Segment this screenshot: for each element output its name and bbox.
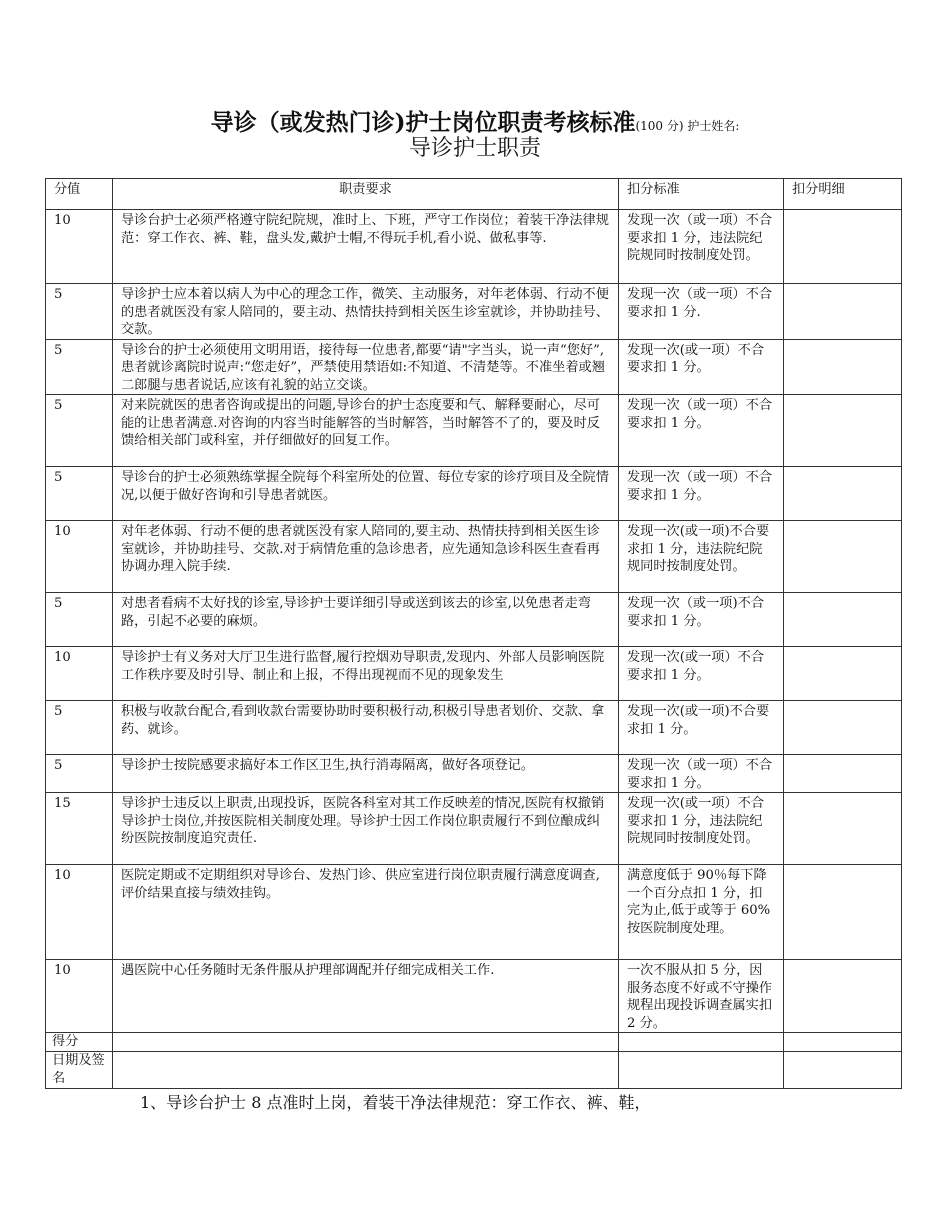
requirement-cell: 积极与收款台配合,看到收款台需要协助时要积极行动,积极引导患者划价、交款、拿药、就诊。 [113, 701, 619, 755]
criteria-cell: 发现一次（或一项）不合要求扣 1 分. [619, 284, 784, 340]
date-signature-row-empty-cell [619, 1052, 784, 1089]
detail-cell [784, 284, 902, 340]
score-cell: 15 [46, 793, 113, 865]
score-total-row [46, 1033, 902, 1052]
table-row [46, 339, 902, 395]
requirement-cell: 导诊台的护士必须使用文明用语，接待每一位患者,都要“请"字当头，说一声“您好”,患者就诊离院时说声:“您走好”，严禁使用禁语如:不知道、不清楚等。不准坐着或翘二郎腿与患者说话,应该有礼貌的站立交谈。 [113, 339, 619, 395]
requirement-cell: 对年老体弱、行动不便的患者就医没有家人陪同的,要主动、热情扶持到相关医生诊室就诊，并协助挂号、交款.对于病情危重的急诊患者，应先通知急诊科医生查看再协调办理入院手续. [113, 521, 619, 593]
score-total-row-empty-cell [113, 1033, 619, 1052]
header-criteria: 扣分标准 [619, 179, 784, 210]
duty-table [45, 178, 902, 1089]
detail-cell [784, 755, 902, 793]
detail-cell [784, 865, 902, 960]
table-row [46, 865, 902, 960]
score-cell: 10 [46, 960, 113, 1033]
date-signature-row [46, 1052, 902, 1089]
score-cell: 5 [46, 593, 113, 647]
header-score: 分值 [46, 179, 113, 210]
detail-cell [784, 467, 902, 521]
score-cell: 10 [46, 647, 113, 701]
table-row [46, 793, 902, 865]
table-row [46, 960, 902, 1033]
criteria-cell: 一次不服从扣 5 分，因服务态度不好或不守操作规程出现投诉调查属实扣 2 分。 [619, 960, 784, 1033]
detail-cell [784, 960, 902, 1033]
requirement-cell: 医院定期或不定期组织对导诊台、发热门诊、供应室进行岗位职责履行满意度调查,评价结果直接与绩效挂钩。 [113, 865, 619, 960]
score-cell: 5 [46, 339, 113, 395]
table-row [46, 593, 902, 647]
requirement-cell: 导诊护士应本着以病人为中心的理念工作，微笑、主动服务，对年老体弱、行动不便的患者就医没有家人陪同的，要主动、热情扶持到相关医生诊室就诊，并协助挂号、交款。 [113, 284, 619, 340]
detail-cell [784, 395, 902, 467]
score-cell: 10 [46, 865, 113, 960]
detail-cell [784, 593, 902, 647]
date-signature-row-empty-cell [113, 1052, 619, 1089]
score-total-row-label: 得分 [46, 1033, 113, 1052]
criteria-cell: 发现一次(或一项)不合要求扣 1 分，违法院纪院规同时按制度处罚。 [619, 521, 784, 593]
header-requirement: 职责要求 [113, 179, 619, 210]
table-row [46, 284, 902, 340]
detail-cell [784, 647, 902, 701]
requirement-cell: 导诊护士违反以上职责,出现投诉，医院各科室对其工作反映差的情况,医院有权撤销导诊护士岗位,并按医院相关制度处理。导诊护士因工作岗位职责履行不到位酿成纠纷医院按制度追究责任. [113, 793, 619, 865]
criteria-cell: 发现一次(或一项）不合要求扣 1 分。 [619, 339, 784, 395]
footer-text: 1、导诊台护士 8 点准时上岗，着装干净法律规范：穿工作衣、裤、鞋， [140, 1093, 651, 1112]
table-header-row [46, 179, 902, 210]
title-suffix: (100 分) 护士姓名: [635, 119, 740, 133]
requirement-cell: 对患者看病不太好找的诊室,导诊护士要详细引导或送到该去的诊室,以免患者走弯路，引起不必要的麻烦。 [113, 593, 619, 647]
requirement-cell: 导诊护士有义务对大厅卫生进行监督,履行控烟劝导职责,发现内、外部人员影响医院工作秩序要及时引导、制止和上报，不得出现视而不见的现象发生 [113, 647, 619, 701]
table-row [46, 395, 902, 467]
date-signature-row-label: 日期及签名 [46, 1052, 113, 1089]
score-cell: 5 [46, 701, 113, 755]
table-row [46, 647, 902, 701]
criteria-cell: 满意度低于 90％每下降一个百分点扣 1 分，扣完为止,低于或等于 60%按医院制度处理。 [619, 865, 784, 960]
criteria-cell: 发现一次(或一项)不合要求扣 1 分。 [619, 701, 784, 755]
criteria-cell: 发现一次(或一项）不合要求扣 1 分。 [619, 647, 784, 701]
table-row [46, 210, 902, 284]
criteria-cell: 发现一次（或一项)不合要求扣 1 分。 [619, 593, 784, 647]
detail-cell [784, 210, 902, 284]
score-cell: 10 [46, 521, 113, 593]
detail-cell [784, 521, 902, 593]
criteria-cell: 发现一次（或一项）不合要求扣 1 分。 [619, 467, 784, 521]
criteria-cell: 发现一次（或一项）不合要求扣 1 分，违法院纪院规同时按制度处罚。 [619, 210, 784, 284]
document-subtitle: 导诊护士职责 [408, 136, 541, 161]
criteria-cell: 发现一次（或一项）不合要求扣 1 分。 [619, 755, 784, 793]
table-row [46, 701, 902, 755]
score-cell: 5 [46, 755, 113, 793]
header-detail: 扣分明细 [784, 179, 902, 210]
score-cell: 10 [46, 210, 113, 284]
criteria-cell: 发现一次（或一项）不合要求扣 1 分。 [619, 395, 784, 467]
table-row [46, 521, 902, 593]
detail-cell [784, 793, 902, 865]
requirement-cell: 导诊护士按院感要求搞好本工作区卫生,执行消毒隔离，做好各项登记。 [113, 755, 619, 793]
table-row [46, 467, 902, 521]
score-total-row-empty-cell [784, 1033, 902, 1052]
requirement-cell: 导诊台的护士必须熟练掌握全院每个科室所处的位置、每位专家的诊疗项目及全院情况,以便于做好咨询和引导患者就医。 [113, 467, 619, 521]
score-total-row-empty-cell [619, 1033, 784, 1052]
requirement-cell: 导诊台护士必须严格遵守院纪院规，准时上、下班，严守工作岗位；着装干净法律规范：穿工作衣、裤、鞋，盘头发,戴护士帽,不得玩手机,看小说、做私事等. [113, 210, 619, 284]
criteria-cell: 发现一次(或一项）不合要求扣 1 分，违法院纪院规同时按制度处罚。 [619, 793, 784, 865]
requirement-cell: 对来院就医的患者咨询或提出的问题,导诊台的护士态度要和气、解释要耐心，尽可能的让患者满意.对咨询的内容当时能解答的当时解答，当时解答不了的，要及时反馈给相关部门或科室，并仔细做好的回复工作。 [113, 395, 619, 467]
score-cell: 5 [46, 395, 113, 467]
detail-cell [784, 339, 902, 395]
detail-cell [784, 701, 902, 755]
score-cell: 5 [46, 467, 113, 521]
title-main: 导诊（或发热门诊)护士岗位职责考核标准 [210, 109, 636, 136]
date-signature-row-empty-cell [784, 1052, 902, 1089]
score-cell: 5 [46, 284, 113, 340]
table-row [46, 755, 902, 793]
requirement-cell: 遇医院中心任务随时无条件服从护理部调配并仔细完成相关工作. [113, 960, 619, 1033]
